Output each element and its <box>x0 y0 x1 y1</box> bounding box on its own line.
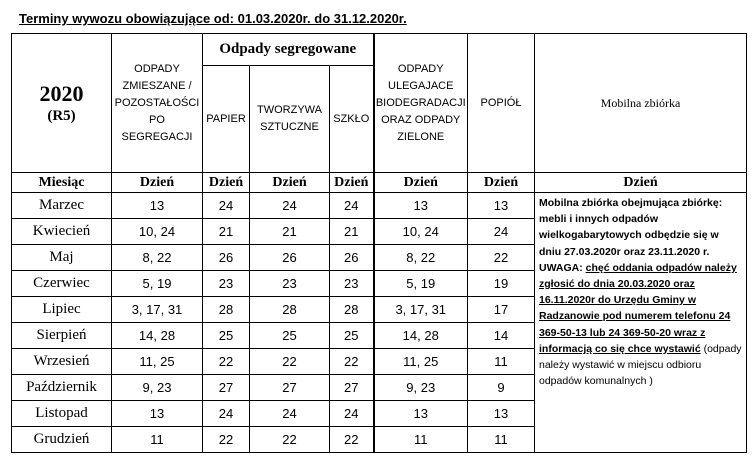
bio-day-cell: 11, 25 <box>374 349 468 375</box>
mixed-day-cell: 10, 24 <box>112 219 203 245</box>
mobile-note-intro: Mobilna zbiórka obejmująca zbiórkę: mebli i innych odpadów wielkogabarytowych odbędzie się w dniu 27.03.2020r oraz 23.11.2020 r. <box>539 197 723 258</box>
paper-header: PAPIER <box>203 66 250 173</box>
bio-waste-header <box>374 34 468 173</box>
ash-day-cell: 19 <box>468 271 535 297</box>
paper-day-cell: 24 <box>203 401 250 427</box>
mixed-day-cell: 9, 23 <box>112 375 203 401</box>
bio-day-cell: 5, 19 <box>374 271 468 297</box>
bio-header-line: BIODEGRADACJI <box>375 96 466 109</box>
mixed-day-cell: 14, 28 <box>112 323 203 349</box>
month-cell: Maj <box>12 245 112 271</box>
mixed-day-cell: 11 <box>112 427 203 453</box>
month-cell: Marzec <box>12 193 112 219</box>
paper-day-cell: 24 <box>203 193 250 219</box>
paper-day-cell: 26 <box>203 245 250 271</box>
mixed-header-line: POZOSTAŁOŚCI <box>114 96 200 109</box>
bio-day-cell: 8, 22 <box>374 245 468 271</box>
plastic-header <box>250 66 330 173</box>
paper-day-cell: 22 <box>203 427 250 453</box>
plastic-header-line: TWORZYWA <box>257 104 322 116</box>
plastic-day-cell: 28 <box>250 297 330 323</box>
month-cell: Listopad <box>12 401 112 427</box>
plastic-day-cell: 21 <box>250 219 330 245</box>
month-cell: Sierpień <box>12 323 112 349</box>
month-cell: Lipiec <box>12 297 112 323</box>
bio-header-line: ULEGAJACE <box>388 79 454 92</box>
mixed-day-cell: 13 <box>112 401 203 427</box>
bio-day-cell: 11 <box>374 427 468 453</box>
mixed-day-cell: 3, 17, 31 <box>112 297 203 323</box>
mobile-collection-header: Mobilna zbiórka <box>535 34 747 173</box>
ash-day-cell: 17 <box>468 297 535 323</box>
day-column-header: Dzień <box>112 173 203 193</box>
glass-day-cell: 21 <box>330 219 374 245</box>
zone-label: (R5) <box>47 108 76 124</box>
month-cell: Kwiecień <box>12 219 112 245</box>
plastic-day-cell: 24 <box>250 401 330 427</box>
ash-day-cell: 13 <box>468 193 535 219</box>
ash-day-cell: 11 <box>468 349 535 375</box>
paper-day-cell: 21 <box>203 219 250 245</box>
mobile-note-instructions: chęć oddania odpadów należy zgłosić do dnia 20.03.2020 oraz 16.11.2020r do Urzędu Gminy w Radzanowie pod numerem telefonu 24 369-50-13 lub 24 369-50-20 wraz z informacją co się chce wystawić <box>539 261 737 355</box>
bio-day-cell: 13 <box>374 401 468 427</box>
mobile-note-placement: (odpady należy wystawić w miejscu odbioru odpadów komunalnych ) <box>539 342 742 388</box>
month-cell: Czerwiec <box>12 271 112 297</box>
day-column-header: Dzień <box>330 173 374 193</box>
ash-day-cell: 11 <box>468 427 535 453</box>
ash-day-cell: 14 <box>468 323 535 349</box>
glass-header: SZKŁO <box>330 66 374 173</box>
plastic-day-cell: 23 <box>250 271 330 297</box>
paper-day-cell: 25 <box>203 323 250 349</box>
bio-header-line: ORAZ ODPADY <box>381 113 461 126</box>
bio-day-cell: 14, 28 <box>374 323 468 349</box>
glass-day-cell: 27 <box>330 375 374 401</box>
bio-day-cell: 13 <box>374 193 468 219</box>
mixed-header-line: SEGREGACJI <box>121 130 193 143</box>
paper-day-cell: 23 <box>203 271 250 297</box>
schedule-title: Terminy wywozu obowiązujące od: 01.03.2020r. do 31.12.2020r. <box>19 11 407 26</box>
paper-day-cell: 22 <box>203 349 250 375</box>
bio-day-cell: 3, 17, 31 <box>374 297 468 323</box>
year-header-cell <box>12 34 112 173</box>
day-column-header: Dzień <box>203 173 250 193</box>
month-cell: Październik <box>12 375 112 401</box>
month-cell: Grudzień <box>12 427 112 453</box>
ash-day-cell: 22 <box>468 245 535 271</box>
mixed-day-cell: 5, 19 <box>112 271 203 297</box>
glass-day-cell: 25 <box>330 323 374 349</box>
bio-header-line: ZIELONE <box>397 130 445 143</box>
plastic-day-cell: 27 <box>250 375 330 401</box>
mixed-header-line: ODPADY <box>134 62 180 75</box>
year-label: 2020 <box>39 81 84 106</box>
ash-day-cell: 13 <box>468 401 535 427</box>
plastic-day-cell: 22 <box>250 349 330 375</box>
segregated-group-header: Odpady segregowane <box>203 34 374 66</box>
glass-day-cell: 23 <box>330 271 374 297</box>
day-column-header: Dzień <box>468 173 535 193</box>
paper-day-cell: 27 <box>203 375 250 401</box>
bio-day-cell: 10, 24 <box>374 219 468 245</box>
mixed-day-cell: 11, 25 <box>112 349 203 375</box>
mixed-day-cell: 8, 22 <box>112 245 203 271</box>
bio-day-cell: 9, 23 <box>374 375 468 401</box>
mixed-waste-header <box>112 34 203 173</box>
day-column-header: Dzień <box>535 173 747 193</box>
glass-day-cell: 24 <box>330 193 374 219</box>
table-row <box>12 193 747 219</box>
plastic-day-cell: 25 <box>250 323 330 349</box>
ash-header: POPIÓŁ <box>468 34 535 173</box>
day-column-header: Dzień <box>250 173 330 193</box>
plastic-day-cell: 22 <box>250 427 330 453</box>
month-cell: Wrzesień <box>12 349 112 375</box>
glass-day-cell: 22 <box>330 427 374 453</box>
day-column-header: Dzień <box>374 173 468 193</box>
mobile-collection-note <box>535 193 747 453</box>
mixed-day-cell: 13 <box>112 193 203 219</box>
plastic-day-cell: 24 <box>250 193 330 219</box>
schedule-table <box>11 33 747 453</box>
paper-day-cell: 28 <box>203 297 250 323</box>
plastic-day-cell: 26 <box>250 245 330 271</box>
ash-day-cell: 9 <box>468 375 535 401</box>
mixed-header-line: PO <box>149 113 165 126</box>
ash-day-cell: 24 <box>468 219 535 245</box>
glass-day-cell: 22 <box>330 349 374 375</box>
month-column-header: Miesiąc <box>12 173 112 193</box>
glass-day-cell: 24 <box>330 401 374 427</box>
glass-day-cell: 28 <box>330 297 374 323</box>
bio-header-line: ODPADY <box>397 62 444 75</box>
mobile-note-warning: UWAGA: <box>539 261 583 274</box>
mixed-header-line: ZMIESZANE / <box>122 79 192 92</box>
glass-day-cell: 26 <box>330 245 374 271</box>
plastic-header-line: SZTUCZNE <box>260 121 319 133</box>
